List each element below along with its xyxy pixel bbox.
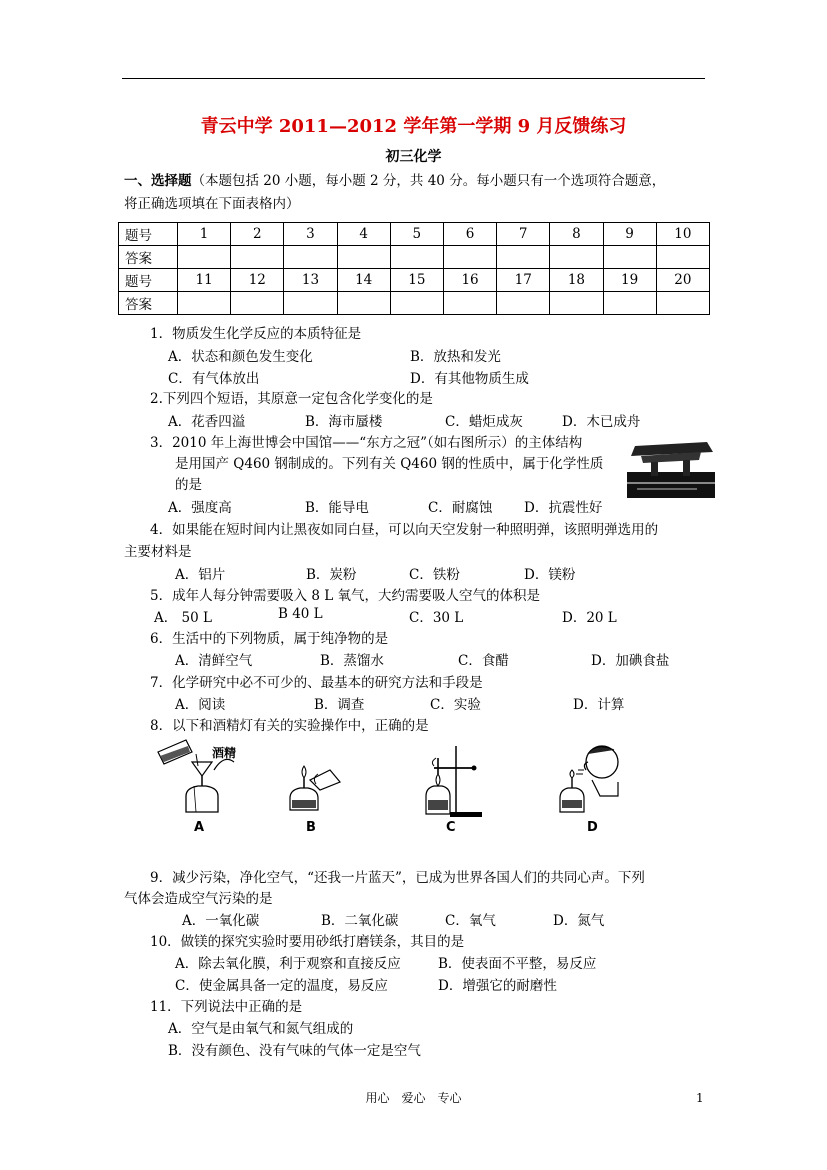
answer-cell[interactable]: [550, 292, 603, 315]
answer-cell[interactable]: [497, 292, 550, 315]
answer-cell[interactable]: [550, 246, 603, 269]
answer-cell[interactable]: [284, 246, 337, 269]
answer-cell[interactable]: [497, 246, 550, 269]
q2-option-c: C．蜡炬成灰: [445, 414, 523, 430]
q1-option-b: B．放热和发光: [410, 349, 501, 365]
row-label-answer: 答案: [119, 246, 178, 269]
row-label-question: 题号: [119, 223, 178, 246]
q3-option-d: D．抗震性好: [524, 500, 603, 516]
answer-cell[interactable]: [603, 246, 656, 269]
q3-stem-line3: 的是: [175, 477, 202, 493]
q6-stem: 6．生活中的下列物质，属于纯净物的是: [150, 631, 389, 647]
question-number-cell: 3: [284, 223, 337, 246]
alcohol-label: 酒精: [212, 746, 237, 760]
section-instruction-line1: [124, 169, 665, 189]
q6-option-c: C．食醋: [458, 653, 509, 669]
alcohol-lamp-figure-d: [556, 734, 622, 818]
q10-stem: 10．做镁的探究实验时要用砂纸打磨镁条，其目的是: [150, 934, 465, 950]
q4-option-a: A．铝片: [175, 567, 226, 583]
q5-stem: 5．成年人每分钟需要吸入 8 L 氧气，大约需要吸人空气的体积是: [150, 588, 541, 604]
q5-option-a: A． 50 L: [154, 610, 212, 626]
question-number-cell: 1: [178, 223, 231, 246]
q9-stem-line1: 9．减少污染，净化空气，“还我一片蓝天”，已成为世界各国人们的共同心声。下列: [150, 870, 645, 886]
section-heading: 一、选择题: [124, 173, 192, 189]
answer-cell[interactable]: [231, 246, 284, 269]
page-title: 青云中学 2011—2012 学年第一学期 9 月反馈练习: [200, 116, 627, 137]
answer-cell[interactable]: [390, 246, 443, 269]
row-label-question: 题号: [119, 269, 178, 292]
alcohol-lamp-figure-b: [286, 764, 346, 814]
q4-option-d: D．镁粉: [524, 567, 576, 583]
q1-option-c: C．有气体放出: [168, 371, 260, 387]
footer-motto: 用心 爱心 专心: [365, 1091, 462, 1105]
answer-cell[interactable]: [178, 246, 231, 269]
answer-cell[interactable]: [443, 246, 496, 269]
q9-option-b: B．二氧化碳: [321, 913, 399, 929]
q10-option-d: D．增强它的耐磨性: [438, 978, 557, 994]
section-instruction-line2: 将正确选项填在下面表格内）: [124, 196, 300, 212]
q11-stem: 11．下列说法中正确的是: [150, 999, 303, 1015]
question-number-cell: 19: [603, 269, 656, 292]
section-instruction-text: （本题包括 20 小题，每小题 2 分，共 40 分。每小题只有一个选项符合题意，: [191, 173, 666, 189]
answer-cell[interactable]: [390, 292, 443, 315]
answer-cell[interactable]: [284, 292, 337, 315]
q2-option-b: B．海市蜃楼: [305, 414, 383, 430]
question-number-cell: 2: [231, 223, 284, 246]
china-pavilion-image: [627, 432, 715, 498]
q7-stem: 7．化学研究中必不可少的、最基本的研究方法和手段是: [150, 675, 483, 691]
figure-label-b: B: [306, 820, 316, 835]
answer-cell[interactable]: [337, 292, 390, 315]
answer-cell[interactable]: [231, 292, 284, 315]
figure-label-d: D: [587, 820, 598, 835]
q7-option-a: A．阅读: [175, 697, 226, 713]
q3-option-a: A．强度高: [168, 500, 232, 516]
page-subtitle: 初三化学: [385, 149, 442, 165]
q2-stem: 2.下列四个短语，其原意一定包含化学变化的是: [150, 391, 433, 407]
question-number-cell: 18: [550, 269, 603, 292]
q7-option-c: C．实验: [430, 697, 481, 713]
q1-option-d: D．有其他物质生成: [410, 371, 529, 387]
figure-label-a: A: [194, 820, 205, 835]
answer-cell[interactable]: [337, 246, 390, 269]
q4-stem-line2: 主要材料是: [124, 544, 192, 560]
q3-option-c: C．耐腐蚀: [428, 500, 493, 516]
q9-option-d: D．氮气: [553, 913, 605, 929]
q3-option-b: B．能导电: [305, 500, 369, 516]
question-number-cell: 4: [337, 223, 390, 246]
question-number-cell: 9: [603, 223, 656, 246]
q3-stem-line2: 是用国产 Q460 钢制成的。下列有关 Q460 钢的性质中，属于化学性质: [175, 456, 604, 472]
answer-cell[interactable]: [656, 292, 709, 315]
answer-cell[interactable]: [443, 292, 496, 315]
q8-stem: 8．以下和酒精灯有关的实验操作中，正确的是: [150, 718, 429, 734]
question-number-cell: 14: [337, 269, 390, 292]
q9-option-c: C．氧气: [445, 913, 496, 929]
q3-stem-line1: 3．2010 年上海世博会中国馆——“东方之冠”（如右图所示）的主体结构: [150, 435, 583, 451]
header-rule: [122, 78, 705, 79]
q5-option-b: B 40 L: [278, 606, 323, 622]
q9-option-a: A．一氧化碳: [182, 913, 260, 929]
q9-stem-line2: 气体会造成空气污染的是: [124, 891, 273, 907]
q10-option-b: B．使表面不平整，易反应: [438, 956, 597, 972]
question-number-cell: 13: [284, 269, 337, 292]
alcohol-lamp-figure-c: [416, 744, 486, 820]
q2-option-d: D．木已成舟: [562, 414, 641, 430]
question-number-cell: 10: [656, 223, 709, 246]
q5-option-d: D．20 L: [562, 610, 617, 626]
q6-option-d: D．加碘食盐: [591, 653, 670, 669]
q6-option-a: A．清鲜空气: [175, 653, 253, 669]
q7-option-b: B．调查: [314, 697, 365, 713]
q6-option-b: B．蒸馏水: [320, 653, 384, 669]
question-number-cell: 17: [497, 269, 550, 292]
q11-option-b: B．没有颜色、没有气味的气体一定是空气: [168, 1043, 421, 1059]
q4-stem-line1: 4．如果能在短时间内让黑夜如同白昼，可以向天空发射一种照明弹，该照明弹选用的: [150, 522, 659, 538]
q5-option-c: C．30 L: [409, 610, 464, 626]
alcohol-lamp-figure-a: [152, 736, 252, 822]
answer-cell[interactable]: [178, 292, 231, 315]
answer-table: [118, 222, 710, 315]
q11-option-a: A．空气是由氧气和氮气组成的: [168, 1021, 354, 1037]
q7-option-d: D．计算: [573, 697, 625, 713]
question-number-cell: 15: [390, 269, 443, 292]
question-number-cell: 20: [656, 269, 709, 292]
q1-stem: 1．物质发生化学反应的本质特征是: [150, 326, 362, 342]
q4-option-c: C．铁粉: [409, 567, 460, 583]
question-number-cell: 12: [231, 269, 284, 292]
q4-option-b: B．炭粉: [306, 567, 357, 583]
q1-option-a: A．状态和颜色发生变化: [168, 349, 313, 365]
question-number-cell: 16: [443, 269, 496, 292]
table-row: [119, 292, 710, 315]
table-row: [119, 223, 710, 246]
q10-option-c: C．使金属具备一定的温度，易反应: [175, 978, 388, 994]
answer-cell[interactable]: [656, 246, 709, 269]
figure-label-c: C: [446, 820, 456, 835]
table-row: [119, 269, 710, 292]
q10-option-a: A．除去氧化膜，利于观察和直接反应: [175, 956, 401, 972]
question-number-cell: 7: [497, 223, 550, 246]
question-number-cell: 11: [178, 269, 231, 292]
question-number-cell: 8: [550, 223, 603, 246]
question-number-cell: 5: [390, 223, 443, 246]
q2-option-a: A．花香四溢: [168, 414, 246, 430]
page-number: 1: [696, 1091, 704, 1105]
table-row: [119, 246, 710, 269]
question-number-cell: 6: [443, 223, 496, 246]
row-label-answer: 答案: [119, 292, 178, 315]
answer-cell[interactable]: [603, 292, 656, 315]
